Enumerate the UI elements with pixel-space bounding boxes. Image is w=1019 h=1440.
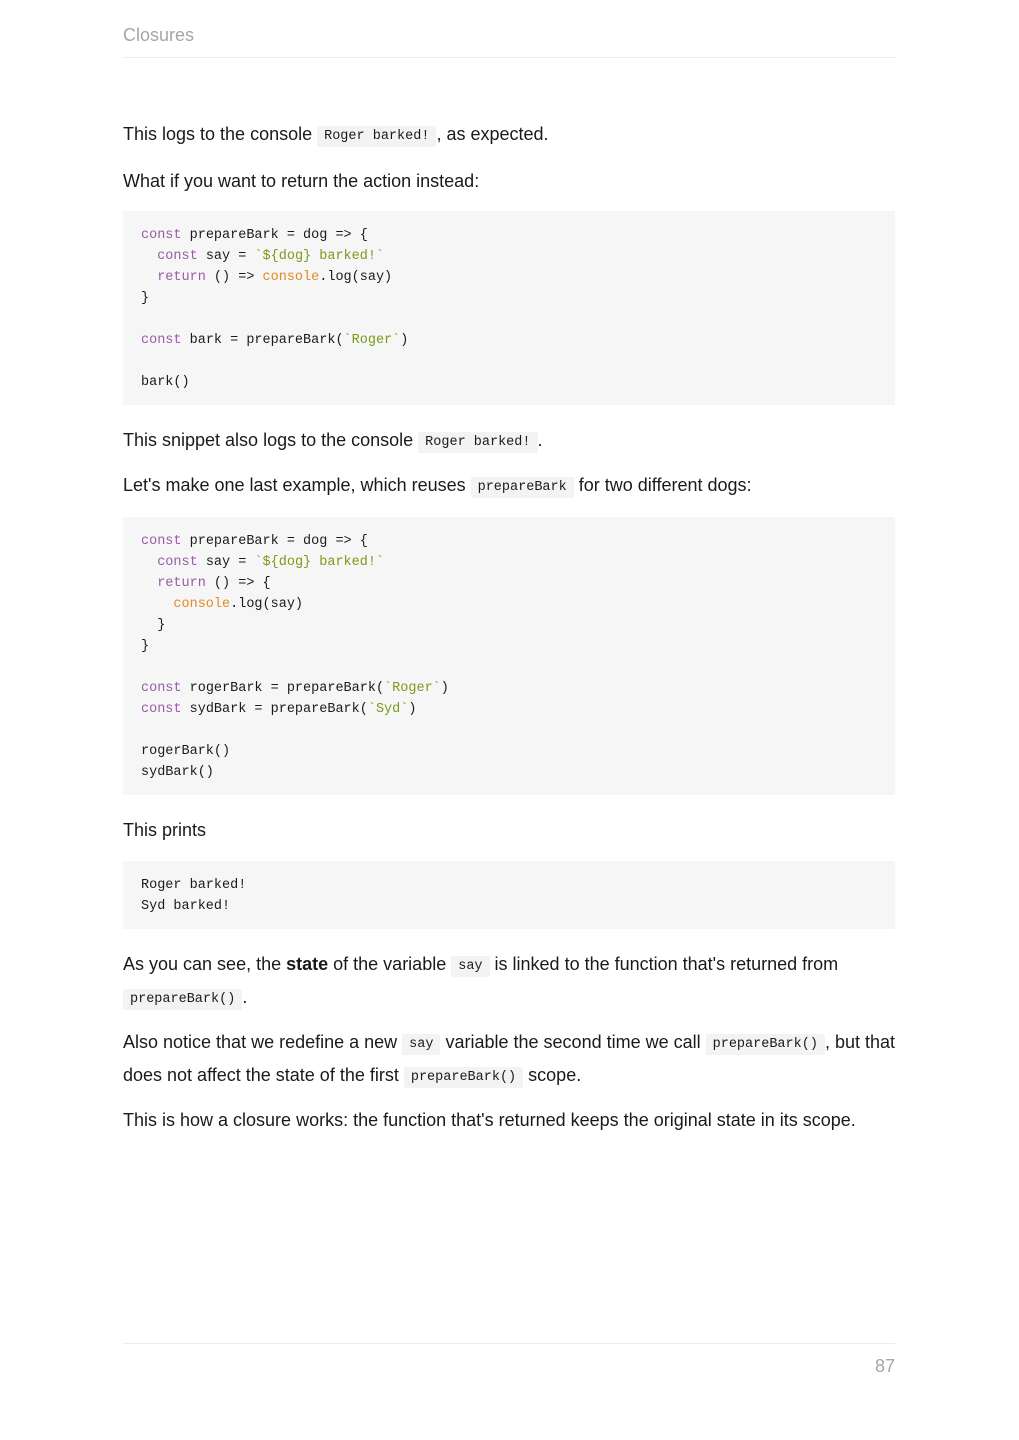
code-string: `${dog} barked!` bbox=[254, 555, 385, 570]
page-header bbox=[123, 22, 895, 58]
code-text: Syd barked! bbox=[141, 899, 231, 914]
text: scope. bbox=[523, 1065, 582, 1085]
paragraph bbox=[123, 166, 895, 197]
text: of the variable bbox=[328, 954, 452, 974]
code-text: say = bbox=[197, 555, 255, 570]
text: variable the second time we call bbox=[440, 1032, 706, 1052]
code-text: bark = prepareBark( bbox=[181, 333, 344, 348]
chapter-title: Closures bbox=[123, 25, 195, 45]
text: This snippet also logs to the console bbox=[123, 430, 419, 450]
paragraph bbox=[123, 119, 895, 152]
inline-code: prepareBark() bbox=[123, 989, 242, 1010]
inline-code: prepareBark bbox=[471, 477, 574, 498]
code-line bbox=[141, 702, 416, 717]
code-line bbox=[141, 618, 165, 633]
code-text bbox=[141, 249, 157, 264]
paragraph bbox=[123, 1027, 895, 1093]
code-line bbox=[141, 228, 368, 243]
inline-code: prepareBark() bbox=[404, 1067, 523, 1088]
page-content bbox=[123, 119, 895, 1148]
code-text: ) bbox=[440, 681, 449, 696]
code-line bbox=[141, 291, 149, 306]
code-line bbox=[141, 270, 392, 285]
code-object: console bbox=[262, 270, 320, 285]
code-line bbox=[141, 639, 149, 654]
code-block bbox=[123, 517, 895, 795]
code-object: console bbox=[173, 597, 231, 612]
code-line bbox=[141, 555, 384, 570]
inline-code: Roger barked! bbox=[418, 432, 537, 453]
text: . bbox=[537, 430, 543, 450]
code-text: .log(say) bbox=[230, 597, 304, 612]
code-keyword: const bbox=[141, 702, 182, 717]
code-line bbox=[141, 576, 271, 591]
inline-code: say bbox=[451, 956, 489, 977]
code-text: prepareBark = dog => { bbox=[181, 228, 368, 243]
code-text bbox=[141, 270, 157, 285]
paragraph bbox=[123, 425, 895, 458]
code-text: .log(say) bbox=[319, 270, 393, 285]
code-line bbox=[141, 534, 368, 549]
code-string: `${dog} barked!` bbox=[254, 249, 385, 264]
code-line bbox=[141, 878, 246, 893]
text: What if you want to return the action instead: bbox=[123, 171, 480, 191]
code-line bbox=[141, 765, 214, 780]
code-text: } bbox=[141, 291, 150, 306]
code-line bbox=[141, 744, 230, 759]
text: Also notice that we redefine a new bbox=[123, 1032, 403, 1052]
code-text: () => bbox=[205, 270, 263, 285]
code-line bbox=[141, 899, 230, 914]
code-text: } bbox=[141, 639, 150, 654]
code-line bbox=[141, 375, 190, 390]
code-text: sydBark = prepareBark( bbox=[181, 702, 368, 717]
code-keyword: return bbox=[157, 270, 206, 285]
code-text bbox=[141, 576, 157, 591]
code-keyword: const bbox=[141, 333, 182, 348]
inline-code: prepareBark() bbox=[706, 1034, 825, 1055]
code-text: bark() bbox=[141, 375, 190, 390]
code-string: `Roger` bbox=[343, 333, 401, 348]
text: Let's make one last example, which reuses bbox=[123, 475, 471, 495]
text: This is how a closure works: the function that's returned keeps the original state in its scope. bbox=[123, 1110, 856, 1130]
code-text: sydBark() bbox=[141, 765, 214, 780]
code-text: ) bbox=[400, 333, 409, 348]
code-keyword: const bbox=[157, 555, 198, 570]
text: for two different dogs: bbox=[573, 475, 752, 495]
text: , as expected. bbox=[436, 124, 549, 144]
code-keyword: const bbox=[141, 681, 182, 696]
code-string: `Syd` bbox=[367, 702, 409, 717]
code-keyword: const bbox=[141, 228, 182, 243]
code-string: `Roger` bbox=[384, 681, 441, 696]
code-text: () => { bbox=[205, 576, 271, 591]
code-keyword: const bbox=[141, 534, 182, 549]
text: , but that does not affect the state of the first bbox=[123, 1032, 896, 1085]
page-footer bbox=[123, 1343, 895, 1384]
code-text bbox=[141, 597, 173, 612]
text: This logs to the console bbox=[123, 124, 318, 144]
page-number: 87 bbox=[874, 1356, 895, 1376]
paragraph bbox=[123, 1105, 895, 1136]
text: This prints bbox=[123, 820, 207, 840]
inline-code: say bbox=[402, 1034, 440, 1055]
code-text: } bbox=[141, 618, 166, 633]
bold-text: state bbox=[286, 954, 329, 974]
text: As you can see, the bbox=[123, 954, 287, 974]
paragraph bbox=[123, 815, 895, 846]
paragraph bbox=[123, 470, 895, 503]
code-text: Roger barked! bbox=[141, 878, 247, 893]
output-block bbox=[123, 861, 895, 929]
code-text bbox=[141, 555, 157, 570]
text: is linked to the function that's returned from bbox=[489, 954, 839, 974]
code-line bbox=[141, 333, 408, 348]
code-keyword: const bbox=[157, 249, 198, 264]
text: . bbox=[242, 987, 248, 1007]
code-line bbox=[141, 249, 384, 264]
code-text: rogerBark() bbox=[141, 744, 231, 759]
code-keyword: return bbox=[157, 576, 206, 591]
code-text: rogerBark = prepareBark( bbox=[181, 681, 385, 696]
code-line bbox=[141, 597, 303, 612]
paragraph bbox=[123, 949, 895, 1015]
code-text: say = bbox=[197, 249, 255, 264]
code-block bbox=[123, 211, 895, 405]
code-text: prepareBark = dog => { bbox=[181, 534, 368, 549]
inline-code: Roger barked! bbox=[317, 126, 436, 147]
code-text: ) bbox=[408, 702, 417, 717]
code-line bbox=[141, 681, 449, 696]
